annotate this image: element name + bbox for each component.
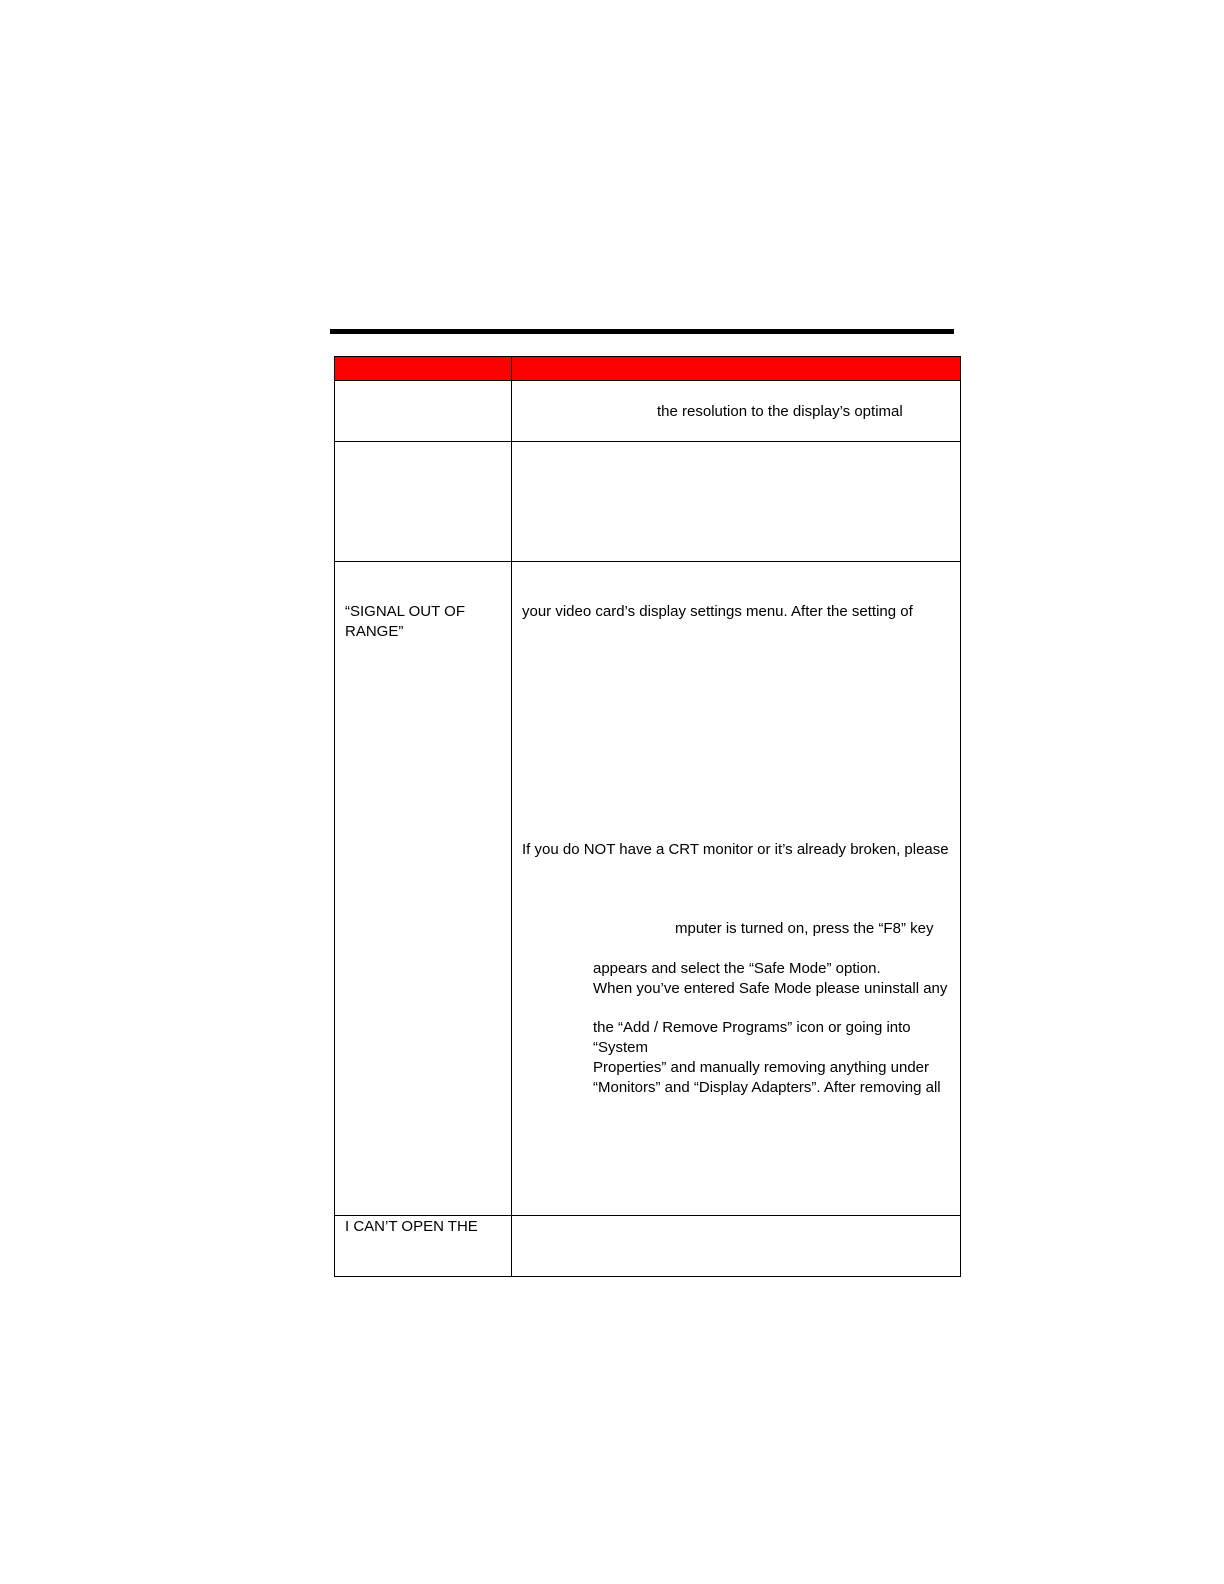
troubleshooting-table xyxy=(334,356,961,1277)
problem-text: “SIGNAL OUT OF xyxy=(345,603,466,620)
solution-text: the resolution to the display’s optimal xyxy=(657,403,903,420)
column-divider xyxy=(511,357,512,1276)
solution-text: “System xyxy=(593,1039,649,1056)
row-divider xyxy=(335,561,960,562)
solution-text: When you’ve entered Safe Mode please uninstall any xyxy=(593,980,948,997)
problem-text: I CAN’T OPEN THE xyxy=(345,1218,478,1235)
row-divider xyxy=(335,441,960,442)
solution-text: appears and select the “Safe Mode” option. xyxy=(593,960,881,977)
solution-text: “Monitors” and “Display Adapters”. After removing all xyxy=(593,1079,941,1096)
solution-text: the “Add / Remove Programs” icon or going into xyxy=(593,1019,911,1036)
solution-text: mputer is turned on, press the “F8” key xyxy=(675,920,934,937)
top-rule xyxy=(330,329,954,334)
solution-text: If you do NOT have a CRT monitor or it’s already broken, please xyxy=(522,841,949,858)
solution-text: your video card’s display settings menu. After the setting of xyxy=(522,603,913,620)
problem-text: RANGE” xyxy=(345,623,404,640)
solution-text: Properties” and manually removing anything under xyxy=(593,1059,930,1076)
row-divider xyxy=(335,1215,960,1216)
table-header-row xyxy=(335,357,960,381)
